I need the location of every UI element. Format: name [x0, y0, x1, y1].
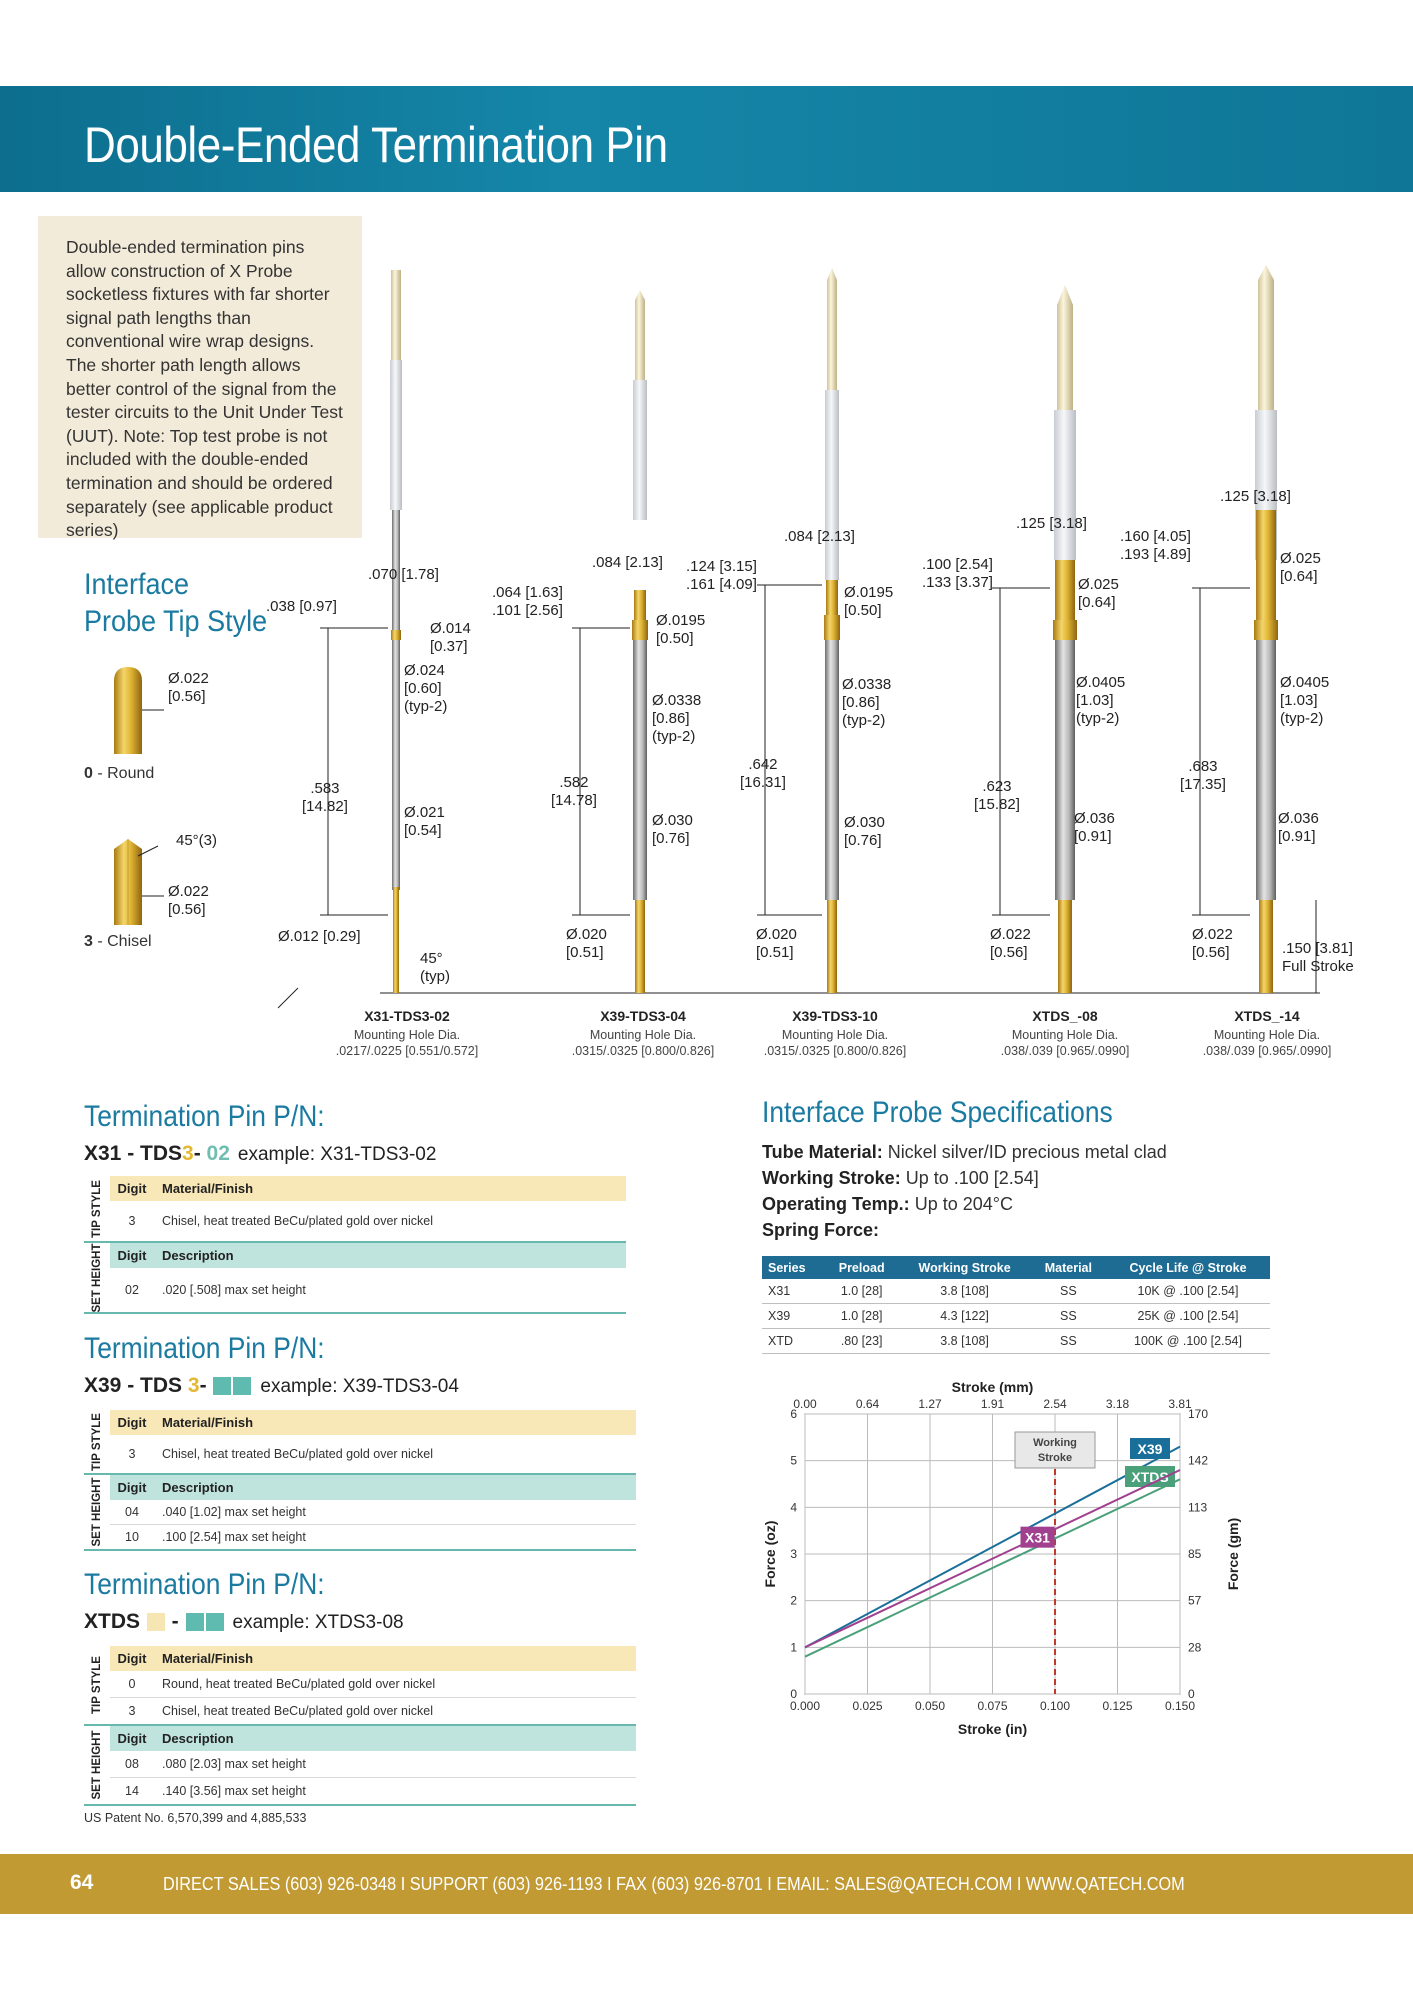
x-tick-label: 0.125: [1102, 1699, 1133, 1713]
pn2-tip-group: TIP STYLE Digit Material/Finish 3 Chisel, heat treated BeCu/plated gold over nickel: [84, 1410, 636, 1475]
pin3-dim-g: Ø.020 [0.51]: [756, 926, 797, 961]
pin5-name: XTDS_-14: [1234, 1008, 1300, 1024]
spec-table-header: Series Preload Working Stroke Material Cycle Life @ Stroke: [762, 1256, 1270, 1279]
pin4-dim-g: Ø.022 [0.56]: [990, 926, 1031, 961]
table-row: X39 1.0 [28] 4.3 [122] SS 25K @ .100 [2.54]: [762, 1304, 1270, 1329]
pin2-dim-c: Ø.0195 [0.50]: [656, 612, 706, 647]
pin3-dim-f: Ø.030 [0.76]: [844, 814, 885, 849]
tip-style-title-line2: Probe Tip Style: [84, 605, 268, 638]
y2-tick-label: 113: [1188, 1500, 1208, 1515]
pin2-dim-e: .582 [14.78]: [551, 774, 597, 809]
page-footer: [0, 1854, 1413, 1914]
pin3-dim-b: .124 [3.15] .161 [4.09]: [686, 558, 757, 593]
pin4-dim-c: Ø.025 [0.64]: [1078, 576, 1119, 611]
pin2-dim-f: Ø.030 [0.76]: [652, 812, 693, 847]
y-tick-label: 0: [790, 1687, 797, 1701]
round-tip-label: 0 - Round: [84, 765, 155, 782]
pn3-tip-group: TIP STYLE Digit Material/Finish 0 Round, heat treated BeCu/plated gold over nickel 3 Chisel, heat treated BeCu/plated gold over nickel: [84, 1646, 636, 1726]
pin5-dim-e: .683 [17.35]: [1180, 758, 1226, 793]
pin-xtds-14: [1254, 265, 1278, 993]
pin5-dim-b: .160 [4.05] .193 [4.89]: [1120, 528, 1191, 563]
x-tick-label: 0.100: [1039, 1699, 1071, 1713]
x2-tick-label: 0.00: [793, 1397, 817, 1411]
x2-axis-label: Stroke (mm): [951, 1379, 1034, 1395]
y2-axis-label: Force (gm): [1225, 1517, 1241, 1591]
x-tick-label: 0.000: [789, 1699, 821, 1713]
pn2-title: Termination Pin P/N:: [84, 1332, 325, 1365]
y2-tick-label: 28: [1188, 1640, 1202, 1655]
pin-x39-tds3-04: [632, 290, 648, 993]
pn2-table: [84, 1410, 636, 1551]
pin4-sub: Mounting Hole Dia. .038/.039 [0.965/.0990]: [1000, 1028, 1130, 1058]
pin1-name: X31-TDS3-02: [364, 1008, 450, 1024]
pin-x39-tds3-10: [824, 268, 840, 993]
pin-xtds-08: [1053, 285, 1077, 993]
pn3-title: Termination Pin P/N:: [84, 1568, 325, 1601]
x-tick-label: 0.050: [914, 1699, 946, 1713]
x2-tick-label: 3.18: [1105, 1397, 1130, 1411]
patent-note: US Patent No. 6,570,399 and 4,885,533: [84, 1811, 307, 1825]
pin5-dim-f: Ø.036 [0.91]: [1278, 810, 1319, 845]
round-tip-dia: Ø.022 [0.56]: [168, 670, 209, 705]
pn3-table: [84, 1646, 636, 1806]
page-title: Double-Ended Termination Pin: [84, 117, 668, 173]
pin5-dim-g: Ø.022 [0.56]: [1192, 926, 1233, 961]
pn1-title: Termination Pin P/N:: [84, 1100, 325, 1133]
table-row: XTD .80 [23] 3.8 [108] SS 100K @ .100 [2.54]: [762, 1329, 1270, 1354]
pin5-dim-d: Ø.0405 [1.03] (typ-2): [1280, 674, 1330, 727]
pin4-dim-d: Ø.0405 [1.03] (typ-2): [1076, 674, 1126, 727]
pin5-dim-a: .125 [3.18]: [1220, 488, 1291, 505]
tip-style-title: [84, 566, 267, 640]
working-stroke-label-2: Stroke: [1037, 1452, 1073, 1464]
pin-x31-tds3-02: [390, 270, 402, 993]
y-tick-label: 4: [790, 1500, 797, 1515]
x2-tick-label: 3.81: [1168, 1397, 1192, 1411]
pin4-dim-b: .100 [2.54] .133 [3.37]: [922, 556, 993, 591]
pin5-dim-s: .150 [3.81] Full Stroke: [1282, 940, 1354, 975]
spec-table: [762, 1256, 1270, 1354]
pn1-code: X31 - TDS3- 02 example: X31-TDS3-02: [84, 1142, 437, 1165]
y-tick-label: 5: [790, 1453, 797, 1468]
pin1-dim-e: .583 [14.82]: [302, 780, 348, 815]
working-stroke-label-1: Working: [1033, 1437, 1077, 1449]
pin3-name: X39-TDS3-10: [792, 1008, 878, 1024]
force-chart: [760, 1378, 1241, 1738]
series-label-x31: X31: [1025, 1529, 1050, 1546]
pin1-sub: Mounting Hole Dia. .0217/.0225 [0.551/0.572]: [335, 1028, 479, 1058]
round-tip-icon: [114, 667, 142, 754]
spec-force: Spring Force:: [762, 1220, 880, 1240]
pin5-dim-c: Ø.025 [0.64]: [1280, 550, 1321, 585]
pin3-dim-e: .642 [16.31]: [740, 756, 786, 791]
x2-tick-label: 1.91: [980, 1397, 1005, 1411]
pin3-dim-a: .084 [2.13]: [784, 528, 855, 545]
pin3-dim-c: Ø.0195 [0.50]: [844, 584, 894, 619]
pin2-dim-d: Ø.0338 [0.86] (typ-2): [652, 692, 702, 745]
pn2-set-group: SET HEIGHT Digit Description 04 .040 [1.02] max set height 10 .100 [2.54] max set height: [84, 1475, 636, 1551]
chisel-tip-label: 3 - Chisel: [84, 933, 152, 950]
spec-tube: Tube Material: Nickel silver/ID precious metal clad: [762, 1142, 1167, 1162]
x2-tick-label: 2.54: [1043, 1397, 1067, 1411]
pin4-dim-e: .623 [15.82]: [974, 778, 1020, 813]
pn1-set-group: SET HEIGHT Digit Description 02 .020 [.508] max set height: [84, 1243, 626, 1314]
series-label-x39: X39: [1137, 1441, 1163, 1457]
tip-style-title-line1: Interface: [84, 568, 190, 601]
pin2-dim-b: .064 [1.63] .101 [2.56]: [492, 584, 563, 619]
pin1-dim-f: Ø.021 [0.54]: [404, 804, 445, 839]
x2-tick-label: 1.27: [918, 1397, 942, 1411]
pn3-set-group: SET HEIGHT Digit Description 08 .080 [2.03] max set height 14 .140 [3.56] max set height: [84, 1726, 636, 1806]
pn1-tip-group: TIP STYLE Digit Material/Finish 3 Chisel, heat treated BeCu/plated gold over nickel: [84, 1176, 626, 1243]
x-tick-label: 0.025: [852, 1699, 883, 1713]
pin1-dim-g: Ø.012 [0.29]: [278, 928, 361, 945]
chisel-tip-angle: 45°(3): [176, 832, 218, 849]
pn2-code: X39 - TDS 3- example: X39-TDS3-04: [84, 1374, 459, 1397]
pn1-table: [84, 1176, 626, 1314]
pin1-dim-h: 45° (typ): [420, 950, 450, 985]
y2-tick-label: 142: [1188, 1453, 1209, 1468]
table-row: X31 1.0 [28] 3.8 [108] SS 10K @ .100 [2.54]: [762, 1279, 1270, 1304]
y-tick-label: 1: [790, 1640, 797, 1655]
pin5-sub: Mounting Hole Dia. .038/.039 [0.965/.0990]: [1202, 1028, 1332, 1058]
pin1-dim-b: .038 [0.97]: [266, 598, 337, 615]
pin2-name: X39-TDS3-04: [600, 1008, 686, 1024]
y2-tick-label: 0: [1188, 1687, 1195, 1701]
spec-title: Interface Probe Specifications: [762, 1096, 1113, 1129]
pin1-dim-d: Ø.024 [0.60] (typ-2): [404, 662, 448, 715]
pin1-dim-a: .070 [1.78]: [368, 566, 439, 583]
y2-tick-label: 85: [1188, 1547, 1202, 1561]
pn3-code: XTDS - example: XTDS3-08: [84, 1610, 404, 1633]
x-axis-label: Stroke (in): [957, 1721, 1028, 1737]
page-header: [0, 86, 1413, 192]
pin4-name: XTDS_-08: [1032, 1008, 1098, 1024]
pin2-dim-g: Ø.020 [0.51]: [566, 926, 607, 961]
y2-tick-label: 170: [1188, 1407, 1209, 1421]
pin4-dim-a: .125 [3.18]: [1016, 515, 1087, 532]
spec-stroke: Working Stroke: Up to .100 [2.54]: [762, 1168, 1039, 1188]
spec-temp: Operating Temp.: Up to 204°C: [762, 1194, 1013, 1214]
intro-text: Double-ended termination pins allow construction of X Probe socketless fixtures with far shorter signal path lengths than conventional wire wrap designs. The shorter path length allows better control of the signal from the tester circuits to the Unit Under Test (UUT). Note: Top test probe is not included with the double-ended termination and should be ordered separately (see applicable product series): [38, 216, 362, 538]
page-number: 64: [70, 1871, 94, 1894]
y-tick-label: 6: [790, 1407, 797, 1421]
footer-contact: DIRECT SALES (603) 926-0348 I SUPPORT (603) 926-1193 I FAX (603) 926-8701 I EMAIL: SALES@QATECH.COM I WWW.QATECH.COM: [163, 1873, 1185, 1894]
y2-tick-label: 57: [1188, 1593, 1202, 1608]
y-tick-label: 2: [790, 1593, 797, 1608]
y-tick-label: 3: [790, 1547, 797, 1561]
y-axis-label: Force (oz): [762, 1520, 778, 1588]
pin2-dim-a: .084 [2.13]: [592, 554, 663, 571]
x2-tick-label: 0.64: [855, 1397, 880, 1411]
x-tick-label: 0.075: [977, 1699, 1008, 1713]
x-tick-label: 0.150: [1164, 1699, 1196, 1713]
pin2-sub: Mounting Hole Dia. .0315/.0325 [0.800/0.826]: [571, 1028, 715, 1058]
chisel-tip-dia: Ø.022 [0.56]: [168, 883, 209, 918]
series-label-xtds: XTDS: [1131, 1469, 1169, 1485]
pin4-dim-f: Ø.036 [0.91]: [1074, 810, 1115, 845]
pin3-dim-d: Ø.0338 [0.86] (typ-2): [842, 676, 892, 729]
pin3-sub: Mounting Hole Dia. .0315/.0325 [0.800/0.826]: [763, 1028, 907, 1058]
pin1-dim-c: Ø.014 [0.37]: [430, 620, 471, 655]
